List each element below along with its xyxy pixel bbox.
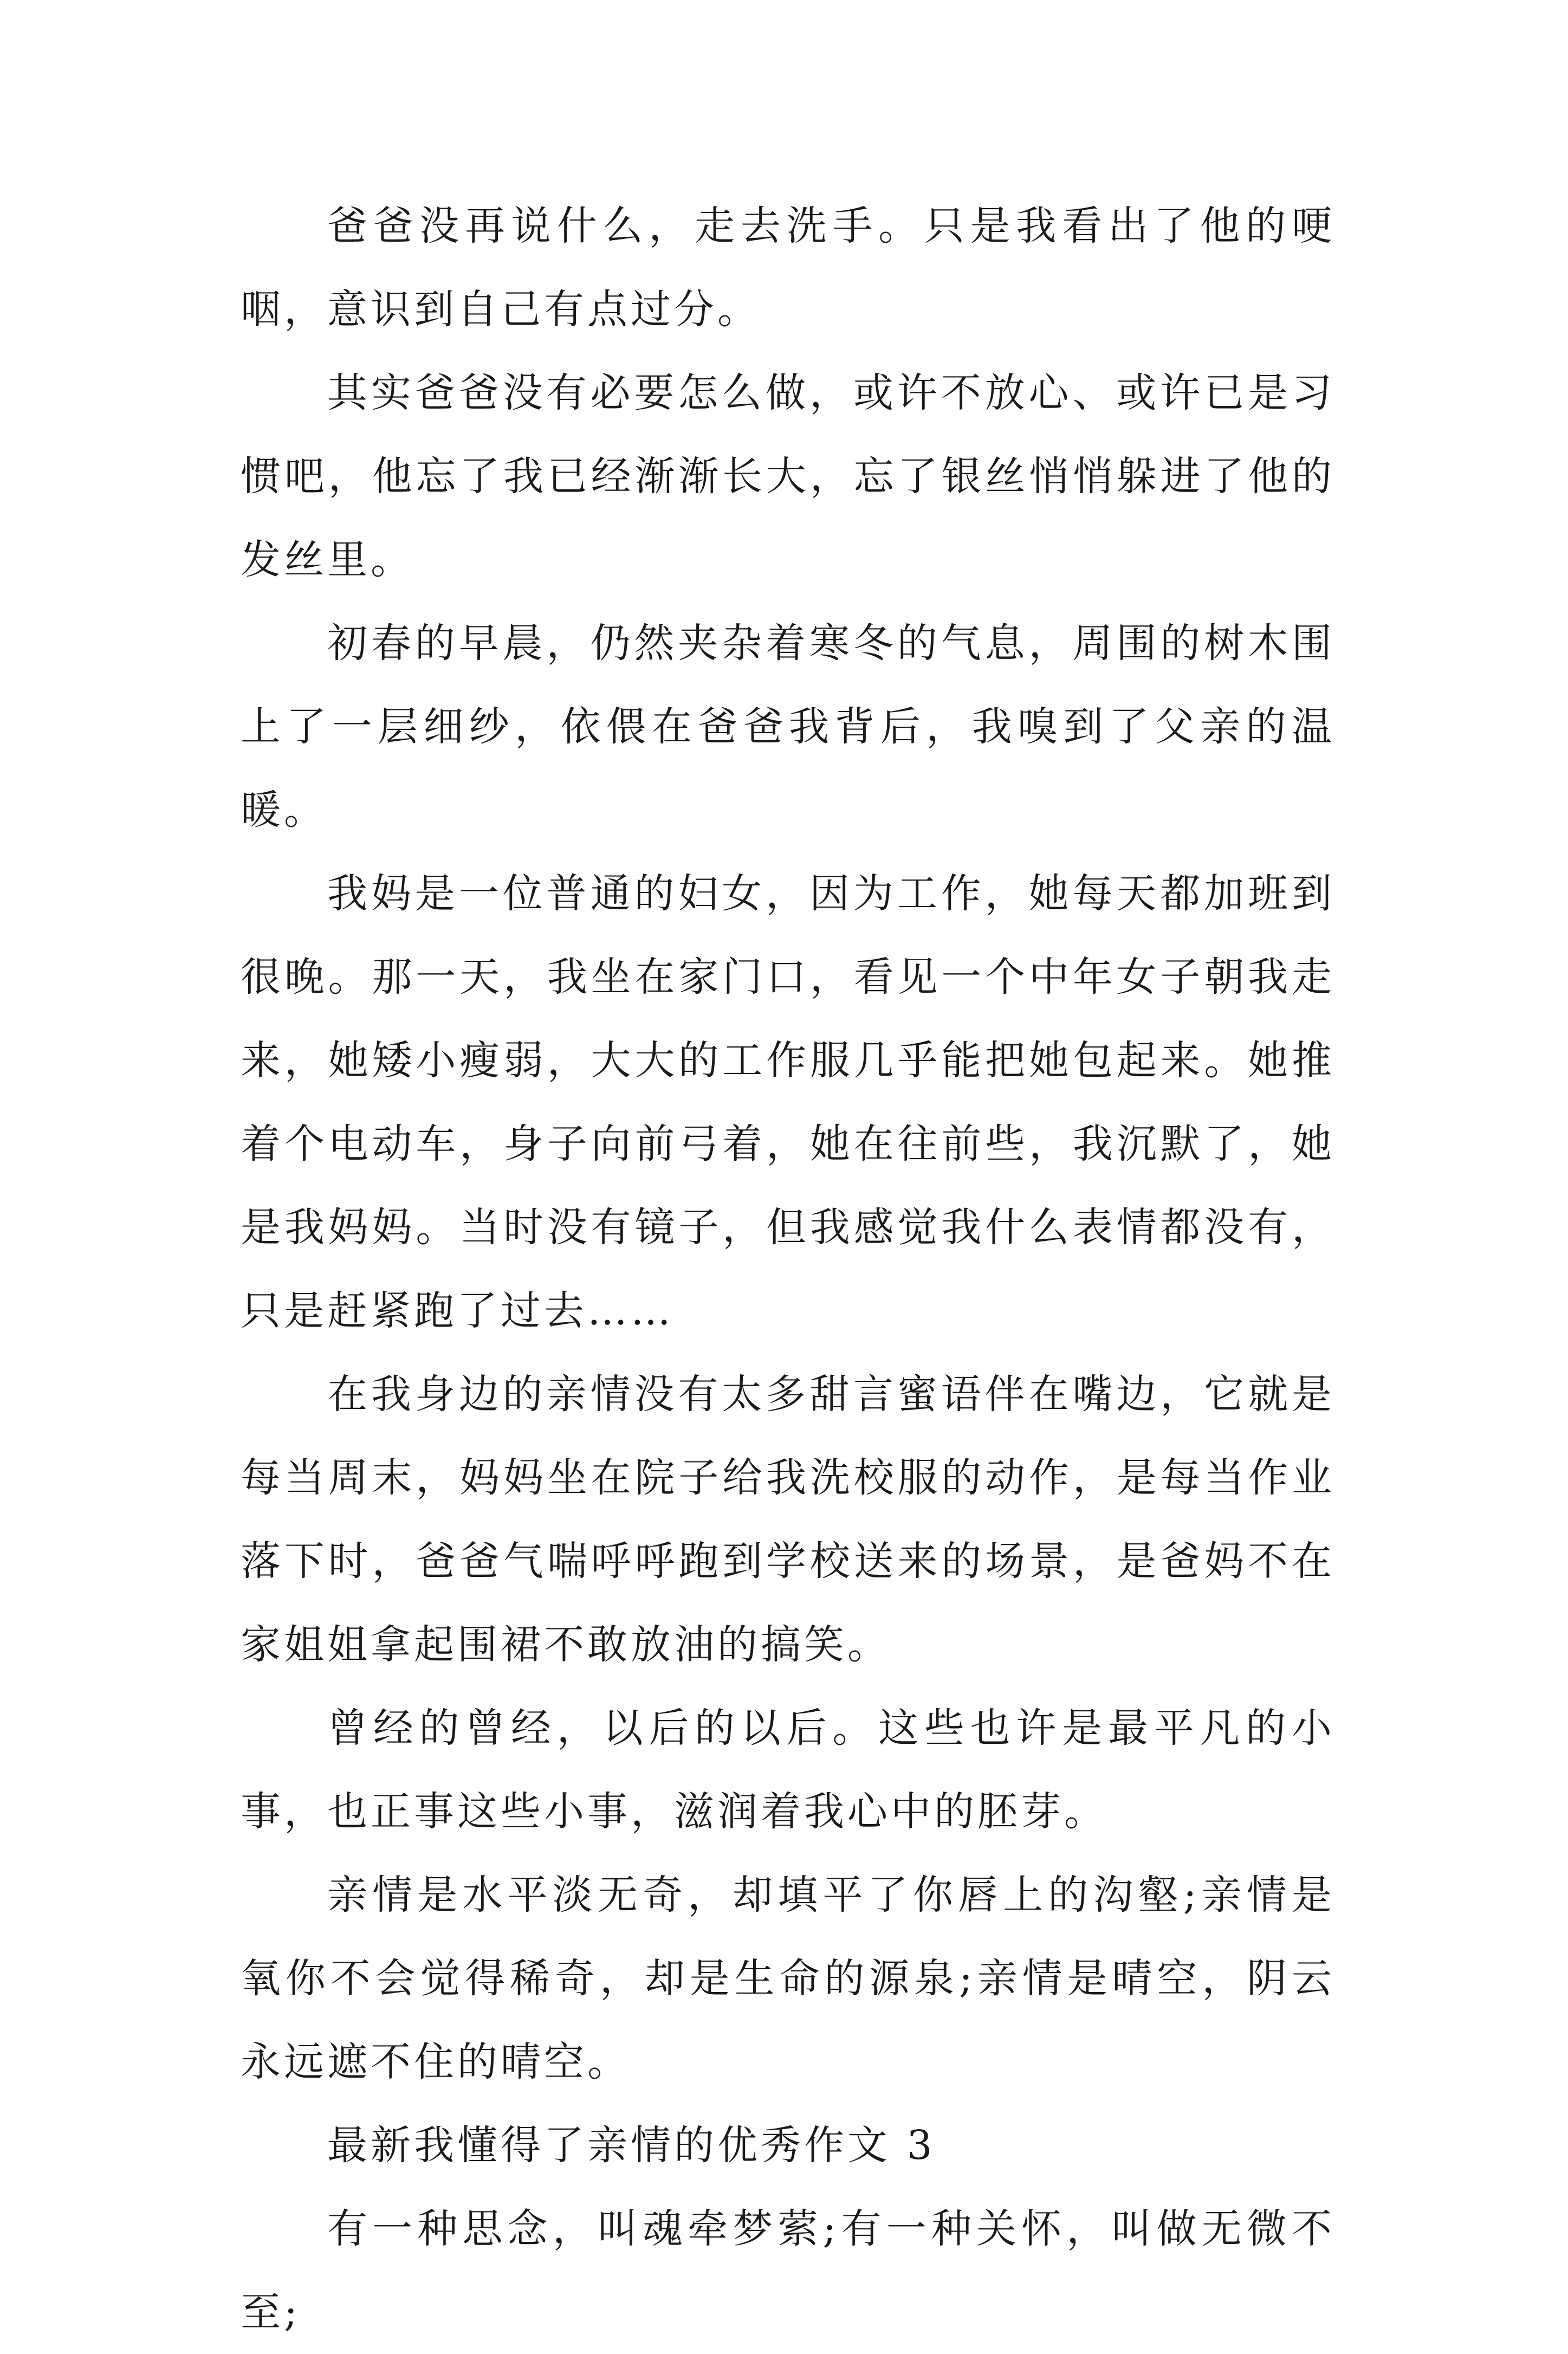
section-heading: 最新我懂得了亲情的优秀作文 3 <box>327 2122 936 2169</box>
paragraph-2: 其实爸爸没有必要怎么做，或许不放心、或许已是习惯吧，他忘了我已经渐渐长大，忘了银丝悄悄躲进了他的发丝里。 <box>241 370 1335 583</box>
paragraph-1: 爸爸没再说什么，走去洗手。只是我看出了他的哽咽，意识到自己有点过分。 <box>241 203 1335 333</box>
paragraph-3: 初春的早晨，仍然夹杂着寒冬的气息，周围的树木围上了一层细纱，依偎在爸爸我背后，我嗅到了父亲的温暖。 <box>241 620 1335 833</box>
paragraph-7: 亲情是水平淡无奇，却填平了你唇上的沟壑;亲情是氧你不会觉得稀奇，却是生命的源泉;亲情是晴空，阴云永远遮不住的晴空。 <box>241 1872 1335 2085</box>
paragraph-8: 有一种思念，叫魂牵梦萦;有一种关怀，叫做无微不至; <box>241 2206 1335 2336</box>
paragraph-4: 我妈是一位普通的妇女，因为工作，她每天都加班到很晚。那一天，我坐在家门口，看见一个中年女子朝我走来，她矮小瘦弱，大大的工作服几乎能把她包起来。她推着个电动车，身子向前弓着，她在往前些，我沉默了，她是我妈妈。当时没有镜子，但我感觉我什么表情都没有，只是赶紧跑了过去…… <box>241 870 1335 1334</box>
paragraph-6: 曾经的曾经，以后的以后。这些也许是最平凡的小事，也正事这些小事，滋润着我心中的胚芽。 <box>241 1705 1335 1835</box>
document-body <box>241 184 1335 2354</box>
paragraph-5: 在我身边的亲情没有太多甜言蜜语伴在嘴边，它就是每当周末，妈妈坐在院子给我洗校服的动作，是每当作业落下时，爸爸气喘呼呼跑到学校送来的场景，是爸妈不在家姐姐拿起围裙不敢放油的搞笑。 <box>241 1371 1335 1668</box>
